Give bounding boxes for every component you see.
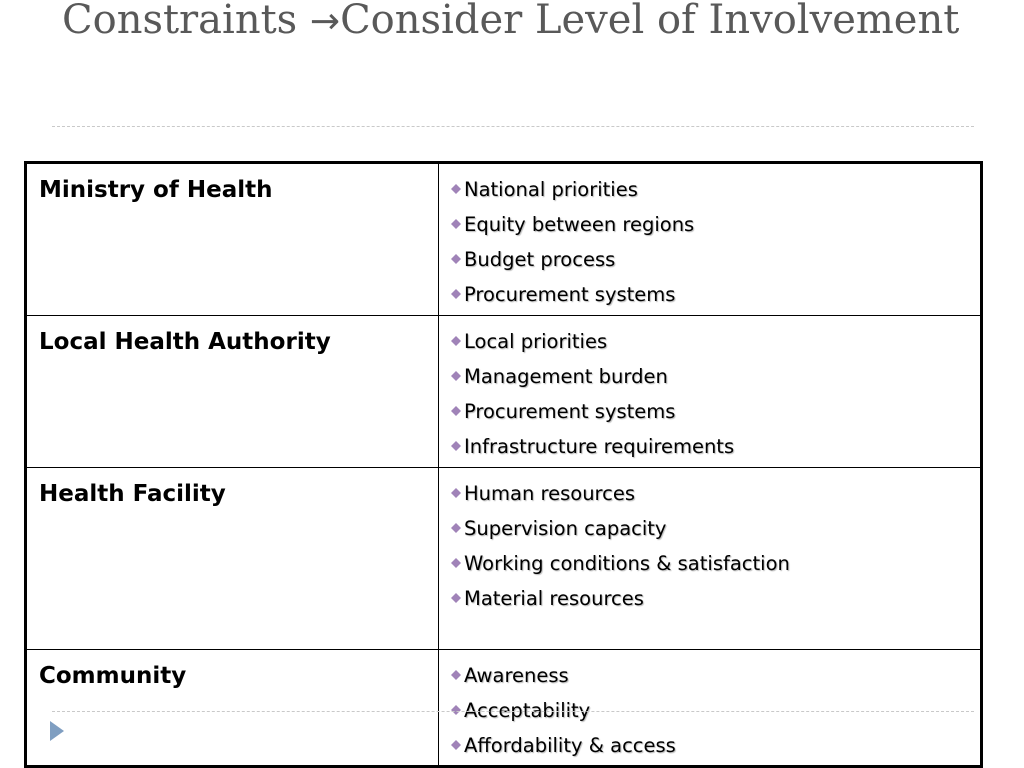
- slide-title-part2: Consider Level of Involvement: [340, 0, 960, 43]
- diamond-bullet-icon: [450, 288, 462, 300]
- item-text: Procurement systems: [464, 400, 676, 423]
- item-text: Procurement systems: [464, 283, 676, 306]
- triangle-bullet-icon: [50, 721, 64, 741]
- table-row: [26, 468, 982, 650]
- diamond-bullet-icon: [450, 704, 462, 716]
- list-item: [450, 324, 980, 359]
- item-text: Acceptability: [464, 699, 591, 722]
- list-item: [450, 277, 980, 312]
- item-text: Material resources: [464, 587, 644, 610]
- level-cell: [26, 650, 439, 767]
- list-item: [450, 511, 980, 546]
- list-item: [450, 658, 980, 693]
- title-divider: [52, 126, 974, 127]
- constraints-cell: [439, 468, 982, 650]
- slide-title: [62, 0, 982, 48]
- item-text: Supervision capacity: [464, 517, 667, 540]
- diamond-bullet-icon: [450, 522, 462, 534]
- item-text: Management burden: [464, 365, 668, 388]
- constraints-table: [24, 161, 983, 768]
- diamond-bullet-icon: [450, 487, 462, 499]
- item-text: Infrastructure requirements: [464, 435, 735, 458]
- item-text: Affordability & access: [464, 734, 676, 757]
- diamond-bullet-icon: [450, 370, 462, 382]
- slide-title-part1: Constraints: [62, 0, 310, 43]
- diamond-bullet-icon: [450, 335, 462, 347]
- table-row: [26, 316, 982, 468]
- list-item: [450, 207, 980, 242]
- level-name: Ministry of Health: [39, 177, 273, 203]
- list-item: [450, 728, 980, 763]
- diamond-bullet-icon: [450, 592, 462, 604]
- list-item: [450, 172, 980, 207]
- diamond-bullet-icon: [450, 557, 462, 569]
- diamond-bullet-icon: [450, 669, 462, 681]
- level-name: Health Facility: [39, 481, 226, 507]
- constraints-cell: [439, 316, 982, 468]
- list-item: [450, 394, 980, 429]
- diamond-bullet-icon: [450, 739, 462, 751]
- item-text: Equity between regions: [464, 213, 695, 236]
- level-cell: [26, 316, 439, 468]
- list-item: [450, 581, 980, 616]
- list-item: [450, 242, 980, 277]
- constraints-cell: [439, 650, 982, 767]
- list-item: [450, 429, 980, 464]
- item-text: Budget process: [464, 248, 616, 271]
- item-text: Awareness: [464, 664, 569, 687]
- constraints-list: [450, 324, 980, 464]
- level-name: Local Health Authority: [39, 329, 331, 355]
- item-text: Human resources: [464, 482, 636, 505]
- item-text: Local priorities: [464, 330, 608, 353]
- table-row: [26, 650, 982, 767]
- level-cell: [26, 163, 439, 316]
- list-item: [450, 546, 980, 581]
- item-text: National priorities: [464, 178, 638, 201]
- list-item: [450, 359, 980, 394]
- diamond-bullet-icon: [450, 253, 462, 265]
- constraints-list: [450, 476, 980, 616]
- level-cell: [26, 468, 439, 650]
- diamond-bullet-icon: [450, 218, 462, 230]
- constraints-list: [450, 172, 980, 312]
- table-row: [26, 163, 982, 316]
- list-item: [450, 476, 980, 511]
- diamond-bullet-icon: [450, 440, 462, 452]
- item-text: Working conditions & satisfaction: [464, 552, 790, 575]
- constraints-cell: [439, 163, 982, 316]
- diamond-bullet-icon: [450, 183, 462, 195]
- arrow-right-icon: →: [309, 1, 341, 42]
- diamond-bullet-icon: [450, 405, 462, 417]
- level-name: Community: [39, 663, 187, 689]
- footer-divider: [52, 711, 974, 712]
